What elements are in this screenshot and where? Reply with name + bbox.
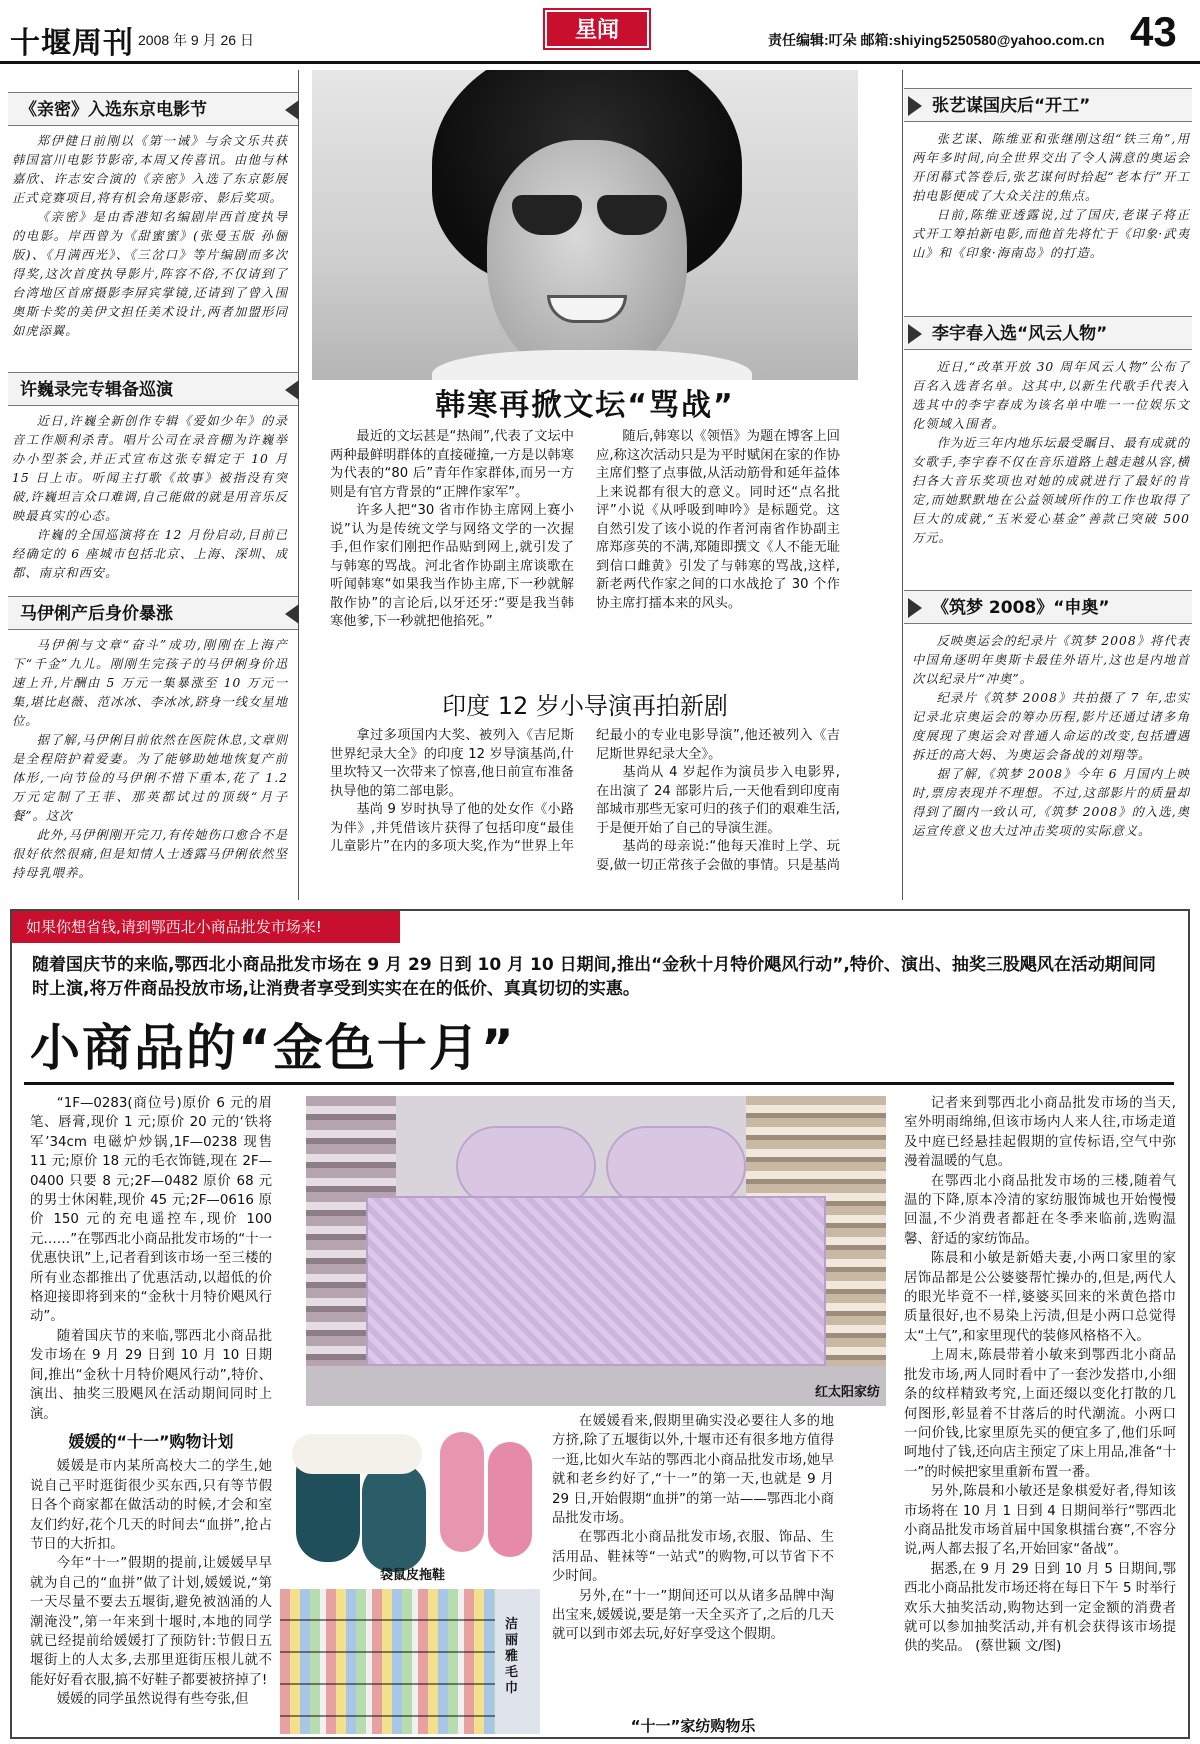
photo-pillow — [456, 1126, 596, 1206]
paragraph: 随后,韩寒以《领悟》为题在博客上回应,称这次活动只是为平时赋闲在家的作协主席们整了点事做,从活动筋骨和延年益体上来说都有很大的意义。同时还“点名批评”小说《从呼吸到呻吟》是标题党。这自然引发了该小说的作者河南省作协副主席郑彦英的不满,郑随即撰文《人不能无耻到信口雌黄》引发了与韩寒的骂战,这样,新老两代作家之间的口水战抢了 30 个作协主席打擂本来的风头。 — [596, 429, 840, 611]
page-number: 43 — [1130, 8, 1177, 55]
newspaper-name: 十堰周刊 — [10, 26, 134, 61]
brief-body — [912, 632, 1190, 900]
brief-heading — [8, 596, 298, 630]
paragraph: 在鄂西北小商品批发市场的三楼,随着气温的下降,原本冷清的家纺服饰城也开始慢慢回温,不少消费者都赶在冬季来临前,选购温馨、舒适的家纺饰品。 — [904, 1173, 1176, 1247]
masthead — [0, 0, 1200, 64]
advertorial-column-2 — [552, 1412, 834, 1712]
photo-caption: 洁丽雅毛巾 — [505, 1617, 519, 1696]
subheading: 媛媛的“十一”购物计划 — [68, 1431, 234, 1451]
advertorial-headline: 小商品的“金色十月” — [30, 1019, 516, 1077]
story-headline: 印度 12 岁小导演再拍新剧 — [442, 692, 728, 720]
paragraph: 近日,“改革开放 30 周年风云人物”公布了百名入选者名单。这其中,以新生代歌手代表入选其中的李宇春成为该名单中唯一一位娱乐文化领域入围者。 — [912, 360, 1190, 431]
paragraph: 陈晨和小敏是新婚夫妻,小两口家里的家居饰品都是公公婆婆帮忙操办的,但是,两代人的眼光毕竟不一样,婆婆买回来的米黄色搭巾质量很好,也不易染上污渍,但是小两口总觉得太“土气”,和家里现代的装修风格格不入。 — [904, 1251, 1176, 1344]
paragraph: 近日,许巍全新创作专辑《爱如少年》的录音工作顺利杀青。唱片公司在录音棚为许巍举办小型茶会,并正式宣布这张专辑定于 10 月 15 日上市。听闻主打歌《故事》被指没有突破,许巍坦言众口难调,自己能做的就是用音乐反映最真实的心态。 — [12, 414, 288, 523]
brief-heading — [8, 92, 298, 126]
bedding-photo — [306, 1096, 886, 1406]
brief-body — [12, 412, 288, 592]
photo-slipper — [488, 1442, 532, 1557]
paragraph: 拿过多项国内大奖、被列入《吉尼斯世界纪录大全》的印度 12 岁导演基尚,什里坎特又一次带来了惊喜,他日前宣布准备执导他的第二部电影。 — [330, 728, 574, 799]
paragraph: 据了解,马伊俐目前依然在医院休息,文章则是全程陪护着爱妻。为了能够助她地恢复产前体形,一向节俭的马伊俐不惜下重本,花了 1.2 万元定制了王菲、那英都试过的顶级“月子餐”。这次 — [12, 733, 288, 823]
paragraph: 许多人把“30 省市作协主席网上赛小说”认为是传统文学与网络文学的一次握手,但作家们刚把作品贴到网上,就引发了与韩寒的骂战。河北省作协副主席谈歌在听闻韩寒“如果我当作协主席,下一秒就解散作协”的言论后,以牙还牙:“要是我当韩寒他爹,下一秒就把他掐死。” — [330, 503, 574, 629]
paragraph: 反映奥运会的纪录片《筑梦 2008》将代表中国角逐明年奥斯卡最佳外语片,这也是内地首次以纪录片“冲奥”。 — [912, 634, 1190, 686]
paragraph: 基尚的母亲说:“他每天准时上学、玩耍,做一切正常孩子会做的事情。只是基尚 — [596, 839, 840, 873]
headline-rule — [24, 1082, 1174, 1085]
paragraph: 另外,在“十一”期间还可以从诸多品牌中淘出宝来,媛媛说,要是第一天全买齐了,之后的几天就可以到市郊去玩,好好享受这个假期。 — [552, 1588, 834, 1643]
triangle-icon — [285, 100, 299, 120]
paragraph: 基尚从 4 岁起作为演员步入电影界,在出演了 24 部影片后,一天他看到印度南部城市那些无家可归的孩子们的艰难生活,于是便开始了自己的导演生涯。 — [596, 765, 840, 836]
advertorial-column-3 — [904, 1094, 1176, 1734]
towel-photo — [280, 1589, 540, 1734]
section-label: 星闻 — [545, 10, 649, 48]
brief-title: 李宇春入选“风云人物” — [932, 324, 1108, 344]
editor-line: 责任编辑:叮朵 邮箱:shiying5250580@yahoo.com.cn — [768, 32, 1105, 48]
brief-title: 《筑梦 2008》“申奥” — [932, 598, 1110, 618]
photo-shirt — [432, 350, 752, 380]
photo-fur-trim — [292, 1434, 422, 1474]
photo-pillow — [606, 1126, 746, 1206]
paragraph: 另外,陈晨和小敏还是象棋爱好者,得知该市场将在 10 月 1 日到 4 日期间举行“鄂西北小商品批发市场首届中国象棋擂台赛”,不容分说,两人都去报了名,开始回家“备战”。 — [904, 1484, 1176, 1558]
advertorial-banner: 如果你想省钱,请到鄂西北小商品批发市场来! — [12, 911, 400, 943]
paragraph: 随着国庆节的来临,鄂西北小商品批发市场在 9 月 29 日到 10 月 10 日期间,推出“金秋十月特价飓风行动”,特价、演出、抽奖三股飓风在活动期间同时上演。 — [30, 1328, 272, 1422]
column-rule — [298, 70, 299, 900]
brief-title: 许巍录完专辑备巡演 — [20, 380, 173, 400]
paragraph: 在媛媛看来,假期里确实没必要往人多的地方挤,除了五堰街以外,十堰市还有很多地方值得一逛,比如火车站的鄂西北小商品批发市场,她早就和老乡约好了,“十一”的第一天,也就是 9 月 29 日,开始假期“血拼”的第一站——鄂西北小商品批发市场。 — [552, 1414, 834, 1527]
paragraph: “1F—0283(商位号)原价 6 元的眉笔、唇膏,现价 1 元;原价 20 元的‘铁将军’34cm 电磁炉炒锅,1F—0238 现售 11 元;原价 18 元的毛衣饰链,现在 2F—0400 只要 8 元;2F—0482 原价 68 元的男士休闲鞋,现价 45 元;2F—0616 原价 150 元的充电遥控车,现价 100 元……”在鄂西北小商品批发市场的“十一优惠快讯”上,记者看到该市场一至三楼的所有业态都推出了优惠活动,以超低的价格迎接即将到来的“金秋十月特价飓风行动”。 — [30, 1096, 272, 1325]
paragraph: 纪录片《筑梦 2008》共拍摄了 7 年,忠实记录北京奥运会的筹办历程,影片还通过诸多角度展现了奥运会对普通人命运的改变,包括遭遇拆迁的高大妈、为奥运会备战的刘翔等。 — [912, 691, 1190, 762]
paragraph: 马伊俐与文章“奋斗”成功,刚刚在上海产下“千金”九儿。刚刚生完孩子的马伊俐身价迅速上升,片酬由 5 万元一集暴涨至 10 万元一集,堪比赵薇、范冰冰、李冰冰,跻身一线女星地位。 — [12, 638, 288, 728]
paragraph: 在鄂西北小商品批发市场,衣服、饰品、生活用品、鞋袜等“一站式”的购物,可以节省下不少时间。 — [552, 1530, 834, 1585]
paragraph: 记者来到鄂西北小商品批发市场的当天,室外明雨绵绵,但该市场内人来人往,市场走道及中庭已经悬挂起假期的宣传标语,空气中弥漫着温暖的气息。 — [904, 1096, 1176, 1170]
brief-heading — [8, 372, 298, 406]
triangle-icon — [908, 324, 922, 344]
advertorial-column-1 — [30, 1094, 272, 1734]
triangle-icon — [285, 380, 299, 400]
photo-slipper — [362, 1462, 426, 1572]
paragraph: 据了解,《筑梦 2008》今年 6 月国内上映时,票房表现并不理想。不过,这部影片的质量却得到了圈内一致认可,《筑梦 2008》的入选,奥运宣传意义也大过冲击奖项的实际意义。 — [912, 767, 1190, 838]
brief-title: 张艺谋国庆后“开工” — [932, 96, 1091, 116]
paragraph: 许巍的全国巡演将在 12 月份启动,目前已经确定的 6 座城市包括北京、上海、深圳、成都、南京和西安。 — [12, 528, 288, 580]
paragraph: 郑伊健日前刚以《第一诫》与余文乐共获韩国富川电影节影帝,本周又传喜讯。由他与林嘉欣、许志安合演的《亲密》入选了东京影展正式竞赛项目,将有机会角逐影帝、影后奖项。 — [12, 134, 288, 205]
feature-headline: 韩寒再掀文坛“骂战” — [435, 388, 735, 423]
slipper-photo — [280, 1412, 540, 1587]
brief-heading — [904, 590, 1192, 624]
photo-caption: 红太阳家纺 — [814, 1385, 880, 1400]
brief-body — [912, 130, 1190, 314]
paragraph: 上周末,陈晨带着小敏来到鄂西北小商品批发市场,两人同时看中了一套沙发搭巾,小细条的纹样精致考究,上面还缀以变化打散的几何图形,彰显着不甘落后的时代潮流。小两口一问价钱,比家里原先买的便宜多了,他们乐呵呵地付了钱,还向店主预定了床上用品,准备“十一”的时候把家里重新布置一番。 — [904, 1348, 1176, 1480]
photo-group-caption: “十一”家纺购物乐 — [630, 1717, 756, 1735]
brief-body — [12, 636, 288, 898]
han-han-portrait-photo — [312, 70, 858, 380]
triangle-icon — [908, 96, 922, 116]
paragraph: 今年“十一”假期的提前,让媛媛早早就为自己的“血拼”做了计划,媛媛说,“第一天尽量不要去五堰街,避免被汹涌的人潮淹没”,第一年来到十堰时,本地的同学就已经提前给媛媛打了预防针:节假日五堰街上的人太多,去那里逛街压根儿就不能好好看衣服,搞不好鞋子都要被挤掉了! — [30, 1556, 272, 1688]
brief-body — [12, 132, 288, 368]
paragraph: 最近的文坛甚是“热闹”,代表了文坛中两种最鲜明群体的直接碰撞,一方是以韩寒为代表的“80 后”青年作家群体,而另一方则是有官方背景的“正牌作家军”。 — [330, 429, 574, 500]
brief-title: 《亲密》入选东京电影节 — [20, 100, 207, 120]
paragraph: 基尚 9 岁时执导了他的处女作《小路为伴》,并凭借该片获得了包括印度“最佳儿童影片”在内的多项大奖,作为“世界上年纪最小的专业电影导演”,他还被列入《吉尼斯世界纪录大全》。 — [330, 728, 840, 854]
brief-body — [912, 358, 1190, 580]
paragraph: 媛媛的同学虽然说得有些夸张,但 — [56, 1692, 249, 1708]
paragraph: 媛媛是市内某所高校大二的学生,她说自己平时逛街很少买东西,只有等节假日各个商家都在做活动的时候,才会和室友们约好,花个几天的时间去“血拼”,抢占节日的大折扣。 — [30, 1459, 272, 1552]
story-body — [330, 727, 840, 877]
paragraph: 张艺谋、陈维亚和张继刚这组“铁三角”,用两年多时间,向全世界交出了令人满意的奥运会开闭幕式答卷后,张艺谋何时拾起“老本行”开工拍电影便成了大众关注的焦点。 — [912, 132, 1190, 203]
photo-floor — [306, 1366, 886, 1406]
paragraph: 此外,马伊俐刚开完刀,有传她伤口愈合不是很好依然很痛,但是知情人士透露马伊俐依然坚持母乳喂养。 — [12, 828, 288, 880]
photo-face — [487, 140, 687, 380]
brief-heading — [904, 88, 1192, 122]
paragraph: 作为近三年内地乐坛最受瞩目、最有成就的女歌手,李宇春不仅在音乐道路上越走越从容,横扫各大音乐奖项也对她的成就进行了最好的肯定,而她默默地在公益领域所作的工作也取得了巨大的成就,“玉米爱心基金”善款已突破 500 万元。 — [912, 436, 1190, 545]
paragraph: 《亲密》是由香港知名编剧岸西首度执导的电影。岸西曾为《甜蜜蜜》(张曼玉版 孙俪版)、《月满西光》、《三岔口》等片编剧而多次得奖,这次首度执导影片,阵容不俗,不仅请到了台湾地区首席摄影李屏宾掌镜,还请到了曾入围奥斯卡奖的美伊文担任美术设计,两者加盟形同如虎添翼。 — [12, 210, 288, 338]
photo-caption: 袋鼠皮拖鞋 — [380, 1568, 446, 1583]
triangle-icon — [908, 598, 922, 618]
photo-towel-shelf — [280, 1589, 495, 1734]
issue-date: 2008 年 9 月 26 日 — [138, 32, 254, 48]
paragraph: 日前,陈维亚透露说,过了国庆,老谋子将正式开工筹拍新电影,而他首先将忙于《印象·武夷山》和《印象·海南岛》的打造。 — [912, 208, 1190, 260]
paragraph: 据悉,在 9 月 29 日到 10 月 5 日期间,鄂西北小商品批发市场还将在每日下午 5 时举行欢乐大抽奖活动,购物达到一定金额的消费者就可以参加抽奖活动,并有机会获得该市场提供的奖品。 (蔡世颖 文/图) — [904, 1561, 1176, 1655]
photo-bedspread — [366, 1196, 826, 1366]
triangle-icon — [285, 604, 299, 624]
photo-slipper — [440, 1432, 484, 1552]
brief-title: 马伊俐产后身价暴涨 — [20, 604, 173, 624]
advertorial-lead: 随着国庆节的来临,鄂西北小商品批发市场在 9 月 29 日到 10 月 10 日期间,推出“金秋十月特价飓风行动”,特价、演出、抽奖三股飓风在活动期间同时上演,将万件商品投放市场,让消费者享受到实实在在的低价、真真切切的实惠。 — [32, 955, 1156, 999]
brief-heading — [904, 316, 1192, 350]
column-rule — [902, 70, 903, 900]
feature-body — [330, 428, 840, 663]
